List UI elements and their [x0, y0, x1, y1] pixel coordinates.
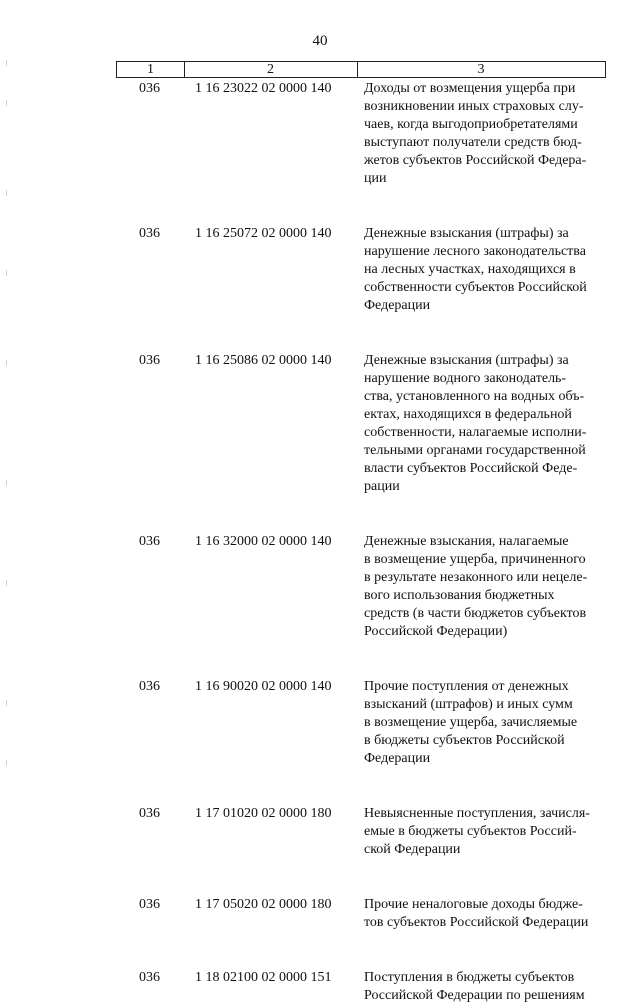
revenue-name-line: Денежные взыскания (штрафы) за	[364, 226, 569, 241]
revenue-name-line: нарушение водного законодатель-	[364, 371, 567, 386]
revenue-name-line: Федерации	[364, 298, 431, 313]
revenue-code-cell: 1 17 01020 02 0000 180	[195, 806, 332, 821]
column-header-3: 3	[477, 62, 485, 77]
revenue-code-cell: 1 16 90020 02 0000 140	[195, 679, 332, 694]
revenue-code-cell: 1 16 23022 02 0000 140	[195, 81, 332, 96]
revenue-code-cell: 1 16 32000 02 0000 140	[195, 534, 332, 549]
revenue-name-line: Денежные взыскания (штрафы) за	[364, 353, 569, 368]
column-header-2: 2	[184, 62, 358, 77]
revenue-name-cell	[356, 80, 606, 188]
revenue-name-line: средств (в части бюджетов субъектов	[364, 606, 587, 621]
admin-code-cell: 036	[139, 353, 160, 368]
revenue-code-cell: 1 16 25086 02 0000 140	[195, 353, 332, 368]
revenue-name-cell	[356, 678, 606, 768]
page-number: 40	[312, 33, 328, 49]
admin-code-cell: 036	[139, 534, 160, 549]
admin-code-cell: 036	[139, 81, 160, 96]
revenue-code-cell: 1 18 02100 02 0000 151	[195, 970, 332, 985]
scan-edge-marks	[6, 60, 8, 780]
revenue-name-line: Российской Федерации по решениям	[364, 988, 585, 1003]
table-row	[116, 225, 606, 315]
revenue-name-line: власти субъектов Российской Феде-	[364, 461, 578, 476]
admin-code-cell: 036	[139, 970, 160, 985]
table-row	[116, 969, 606, 1005]
revenue-name-line: ства, установленного на водных объ-	[364, 389, 585, 404]
table-body	[116, 80, 606, 1005]
revenue-name-cell	[356, 969, 606, 1005]
table-row	[116, 80, 606, 188]
revenue-name-line: выступают получатели средств бюд-	[364, 135, 582, 150]
table-row	[116, 678, 606, 768]
table-row	[116, 352, 606, 496]
column-header-1: 1	[117, 62, 185, 77]
revenue-name-line: емые в бюджеты субъектов Россий-	[364, 824, 577, 839]
revenue-name-line: в бюджеты субъектов Российской	[364, 733, 565, 748]
revenue-name-line: в результате незаконного или нецеле-	[364, 570, 588, 585]
revenue-name-line: Невыясненные поступления, зачисля-	[364, 806, 590, 821]
revenue-name-line: вого использования бюджетных	[364, 588, 555, 603]
table-header	[116, 61, 606, 78]
admin-code-cell: 036	[139, 806, 160, 821]
revenue-name-line: Денежные взыскания, налагаемые	[364, 534, 569, 549]
revenue-name-line: рации	[364, 479, 400, 494]
revenue-code-cell: 1 16 25072 02 0000 140	[195, 226, 332, 241]
admin-code-cell: 036	[139, 897, 160, 912]
revenue-name-line: Доходы от возмещения ущерба при	[364, 81, 576, 96]
table-row	[116, 896, 606, 932]
admin-code-cell: 036	[139, 226, 160, 241]
revenue-name-line: взысканий (штрафов) и иных сумм	[364, 697, 573, 712]
admin-code-cell: 036	[139, 679, 160, 694]
revenue-name-cell	[356, 352, 606, 496]
revenue-name-line: нарушение лесного законодательства	[364, 244, 586, 259]
revenue-name-cell	[356, 225, 606, 315]
revenue-name-line: возникновении иных страховых слу-	[364, 99, 584, 114]
revenue-name-cell	[356, 533, 606, 641]
table-row	[116, 805, 606, 859]
revenue-name-line: Прочие поступления от денежных	[364, 679, 569, 694]
revenue-name-line: ектах, находящихся в федеральной	[364, 407, 572, 422]
revenue-name-line: жетов субъектов Российской Федера-	[364, 153, 587, 168]
revenue-name-line: чаев, когда выгодоприобретателями	[364, 117, 578, 132]
revenue-name-cell	[356, 896, 606, 932]
revenue-name-line: собственности, налагаемые исполни-	[364, 425, 587, 440]
revenue-name-line: Федерации	[364, 751, 431, 766]
revenue-name-line: Поступления в бюджеты субъектов	[364, 970, 575, 985]
revenue-name-line: в возмещение ущерба, причиненного	[364, 552, 586, 567]
revenue-name-line: ции	[364, 171, 387, 186]
table-row	[116, 533, 606, 641]
revenue-name-line: тельными органами государственной	[364, 443, 586, 458]
revenue-code-cell: 1 17 05020 02 0000 180	[195, 897, 332, 912]
revenue-name-line: Российской Федерации)	[364, 624, 508, 639]
revenue-name-line: тов субъектов Российской Федерации	[364, 915, 589, 930]
revenue-name-cell	[356, 805, 606, 859]
revenue-name-line: на лесных участках, находящихся в	[364, 262, 576, 277]
revenue-codes-table	[116, 61, 606, 1005]
revenue-name-line: ской Федерации	[364, 842, 461, 857]
revenue-name-line: собственности субъектов Российской	[364, 280, 587, 295]
revenue-name-line: в возмещение ущерба, зачисляемые	[364, 715, 578, 730]
revenue-name-line: Прочие неналоговые доходы бюдже-	[364, 897, 583, 912]
